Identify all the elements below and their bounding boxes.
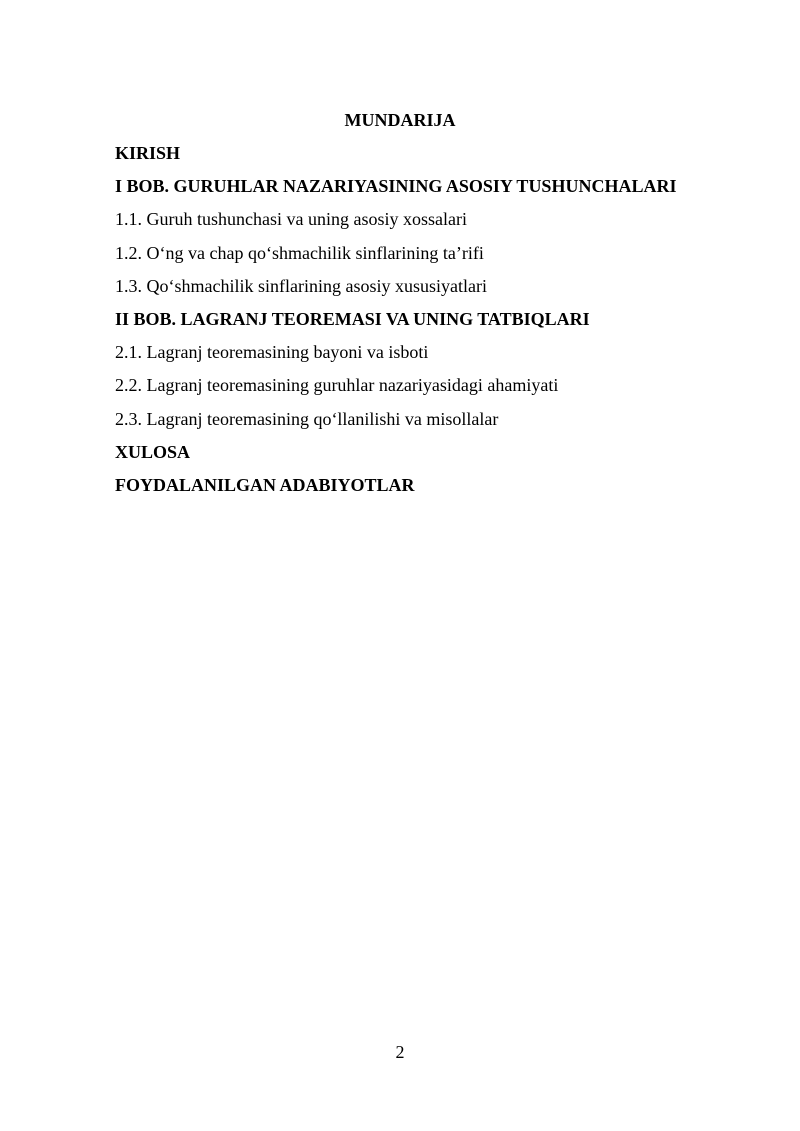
table-of-contents (115, 142, 755, 507)
page-number: 2 (395, 1042, 405, 1062)
toc-item-section-2-1: 2.1. Lagranj teoremasining bayoni va isboti (115, 342, 429, 363)
toc-item-adabiyotlar: FOYDALANILGAN ADABIYOTLAR (115, 474, 415, 495)
toc-item-section-2-3: 2.3. Lagranj teoremasining qo‘llanilishi va misollalar (115, 408, 499, 429)
toc-item-section-1-3: 1.3. Qo‘shmachilik sinflarining asosiy xususiyatlari (115, 275, 487, 296)
toc-item-section-2-2: 2.2. Lagranj teoremasining guruhlar nazariyasidagi ahamiyati (115, 375, 559, 396)
toc-item-xulosa: XULOSA (115, 441, 191, 462)
page-title: MUNDARIJA (344, 110, 456, 130)
toc-item-chapter-2: II BOB. LAGRANJ TEOREMASI VA UNING TATBIQLARI (115, 308, 590, 329)
toc-item-chapter-1: I BOB. GURUHLAR NAZARIYASINING ASOSIY TUSHUNCHALARI (115, 176, 677, 197)
toc-item-section-1-2: 1.2. O‘ng va chap qo‘shmachilik sinflarining ta’rifi (115, 242, 484, 263)
toc-item-section-1-1: 1.1. Guruh tushunchasi va uning asosiy xossalari (115, 209, 467, 230)
toc-item-kirish: KIRISH (115, 143, 181, 163)
